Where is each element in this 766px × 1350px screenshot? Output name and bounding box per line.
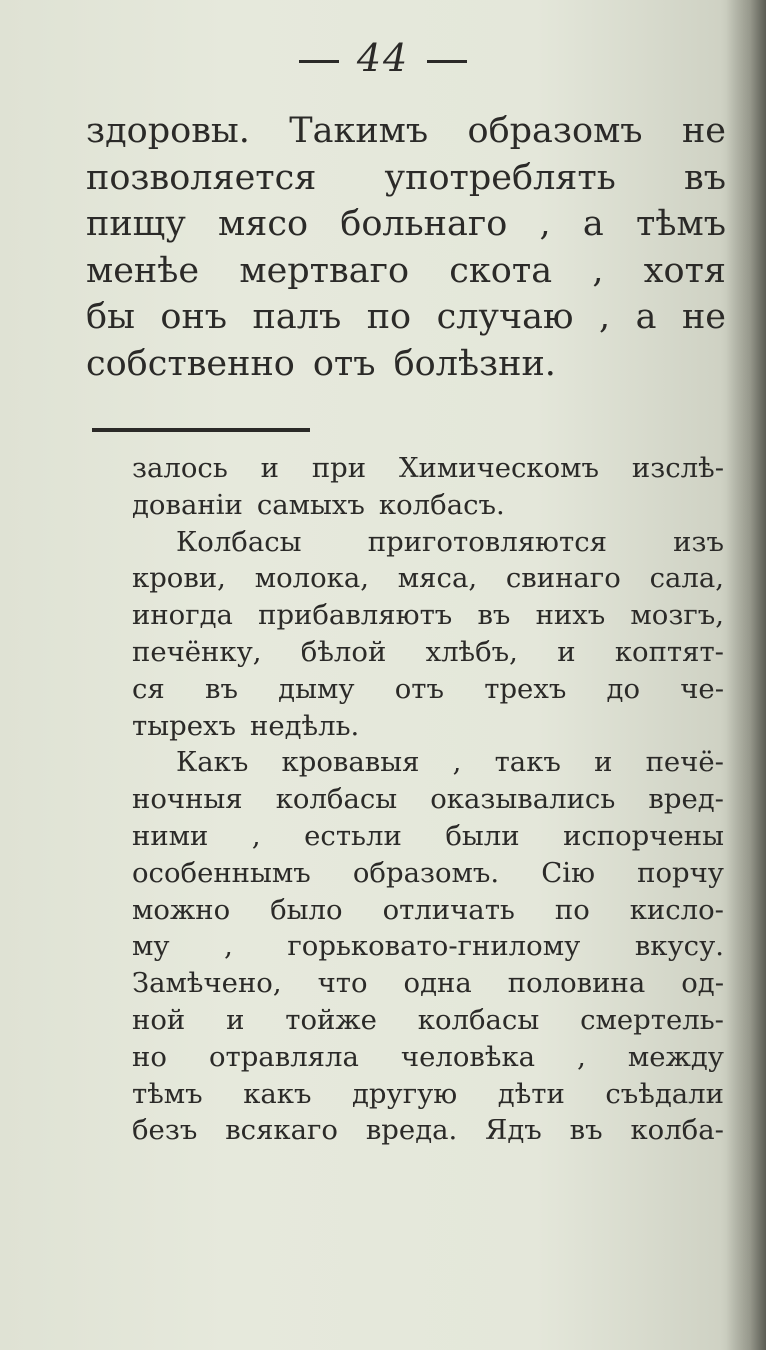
text-line [86, 248, 726, 295]
word: по [554, 893, 590, 926]
footnote-line [132, 892, 724, 929]
word: было [270, 893, 343, 926]
word: , [452, 746, 462, 779]
word: и [226, 1003, 245, 1036]
word: и [557, 635, 576, 668]
word: отличать [382, 893, 515, 926]
word: вреда. [365, 1114, 458, 1147]
footnote-line [132, 855, 724, 892]
word: мяса, [397, 562, 478, 595]
word: человѣка [400, 1040, 536, 1073]
word: особеннымъ [132, 856, 311, 889]
word: порчу [637, 856, 724, 889]
word: мясо [218, 204, 309, 244]
word: а [635, 297, 657, 337]
word: но [132, 1040, 167, 1073]
word: прибавляютъ [258, 599, 453, 632]
word: испорчены [563, 819, 724, 852]
word: при [311, 452, 367, 484]
word: безъ [132, 1114, 198, 1147]
footnote-paragraph [132, 450, 724, 1149]
word: и [260, 452, 279, 484]
word: ночныя [132, 783, 243, 816]
word: приготовляются [367, 525, 607, 558]
word: самыхъ [256, 488, 365, 521]
footnote-line [132, 597, 724, 634]
word: отъ [312, 343, 376, 384]
word: съѣдали [605, 1077, 724, 1110]
footnote-line [132, 708, 724, 745]
word: , [592, 250, 604, 291]
word: кровавыя [281, 746, 420, 779]
text-line [86, 108, 726, 155]
word: оказывались [430, 783, 616, 816]
word: скота [449, 250, 553, 291]
word: , [577, 1040, 586, 1073]
word: мозгъ, [630, 599, 724, 632]
word: залось [132, 452, 228, 484]
footnote-line [132, 744, 724, 781]
word: не [681, 111, 726, 151]
word: между [627, 1040, 724, 1073]
footnote-line [132, 818, 724, 855]
text-line [86, 341, 726, 388]
word: изъ [673, 525, 724, 558]
word: тѣмъ [636, 204, 726, 244]
word: смертель- [580, 1003, 724, 1036]
word: отъ [394, 672, 445, 705]
word: крови, [132, 562, 226, 595]
word: молока, [254, 562, 369, 595]
word: Какъ [176, 746, 249, 779]
word: половина [507, 967, 646, 1000]
word: изслѣ- [631, 452, 724, 484]
word: естьли [304, 819, 402, 852]
footnote-line [132, 1039, 724, 1076]
word: печё- [645, 746, 724, 779]
footnote-line [132, 524, 724, 561]
word: хотя [643, 250, 726, 291]
word: по [366, 297, 412, 337]
word: хлѣбъ, [425, 635, 518, 668]
word: му [132, 930, 170, 963]
word: колбасъ. [378, 488, 505, 521]
word: ной [132, 1003, 186, 1036]
main-paragraph [86, 108, 726, 387]
footnote-line [132, 560, 724, 597]
word: въ [569, 1114, 603, 1147]
word: колба- [630, 1114, 724, 1147]
footnote-line [132, 487, 724, 524]
word: , [539, 204, 551, 244]
word: какъ [243, 1077, 312, 1110]
word: онъ [160, 297, 228, 337]
left-dash [299, 60, 339, 63]
word: что [317, 967, 368, 1000]
footnote-line [132, 1076, 724, 1113]
word: образомъ [467, 111, 643, 151]
word: отравляла [208, 1040, 359, 1073]
word: вред- [648, 783, 724, 816]
footnote-line [132, 781, 724, 818]
word: , [224, 930, 233, 963]
footnote-line [132, 1112, 724, 1149]
footnote-line [132, 450, 724, 487]
word: свинаго [505, 562, 621, 595]
word: од- [681, 967, 724, 1000]
word: дованіи [132, 488, 243, 521]
word: въ [204, 672, 238, 705]
word: нихъ [535, 599, 606, 632]
word: палъ [252, 297, 342, 337]
word: больнаго [340, 204, 508, 244]
word: позволяется [86, 157, 317, 198]
word: другую [352, 1077, 458, 1110]
word: а [582, 204, 604, 244]
footnote-line [132, 671, 724, 708]
footnote-separator-rule [92, 428, 310, 432]
word: колбасы [275, 783, 398, 816]
word: Ядъ [485, 1114, 542, 1147]
word: че- [680, 672, 724, 705]
word: и [594, 746, 613, 779]
word: были [445, 819, 520, 852]
word: дыму [278, 672, 355, 705]
word: случаю [436, 297, 574, 337]
text-line [86, 155, 726, 202]
word: колбасы [417, 1003, 540, 1036]
word: такъ [494, 746, 561, 779]
word: въ [684, 157, 726, 198]
page-edge-shadow [726, 0, 766, 1350]
word: Колбасы [176, 525, 302, 558]
word: дѣти [497, 1077, 565, 1110]
text-line [86, 201, 726, 248]
right-dash [427, 60, 467, 63]
word: недѣль. [249, 709, 360, 742]
word: не [681, 297, 726, 337]
word: употреблять [384, 157, 616, 198]
word: коптят- [614, 635, 724, 668]
word: тѣмъ [132, 1077, 203, 1110]
word: тырехъ [132, 709, 236, 742]
word: до [606, 672, 641, 705]
word: менѣе [86, 250, 200, 291]
word: горьковато-гнилому [287, 930, 581, 963]
word: бы [86, 297, 135, 337]
word: мертваго [239, 250, 410, 291]
word: сала, [649, 562, 724, 595]
footnote-line [132, 928, 724, 965]
word: образомъ. [352, 856, 500, 889]
word: здоровы. [86, 111, 250, 151]
text-line [86, 294, 726, 341]
word: Замѣчено, [132, 967, 282, 1000]
word: болѣзни. [393, 343, 556, 384]
word: одна [403, 967, 472, 1000]
word: Химическомъ [398, 452, 600, 484]
word: трехъ [484, 672, 567, 705]
word: , [251, 819, 261, 852]
footnote-line [132, 965, 724, 1002]
word: пищу [86, 204, 186, 244]
page-number-header [0, 36, 766, 80]
word: вкусу. [634, 930, 724, 963]
word: можно [132, 893, 231, 926]
word: кисло- [629, 893, 724, 926]
word: бѣлой [300, 635, 387, 668]
word: печёнку, [132, 635, 262, 668]
word: въ [477, 599, 511, 632]
footnote-line [132, 1002, 724, 1039]
word: Сію [541, 856, 596, 889]
word: ся [132, 672, 165, 705]
word: , [598, 297, 611, 337]
word: всякаго [225, 1114, 338, 1147]
word: тойже [285, 1003, 377, 1036]
word: иногда [132, 599, 233, 632]
page-number: 44 [356, 36, 410, 80]
word: Такимъ [289, 111, 429, 151]
word: собственно [86, 343, 295, 384]
word: ними [132, 819, 209, 852]
footnote-line [132, 634, 724, 671]
